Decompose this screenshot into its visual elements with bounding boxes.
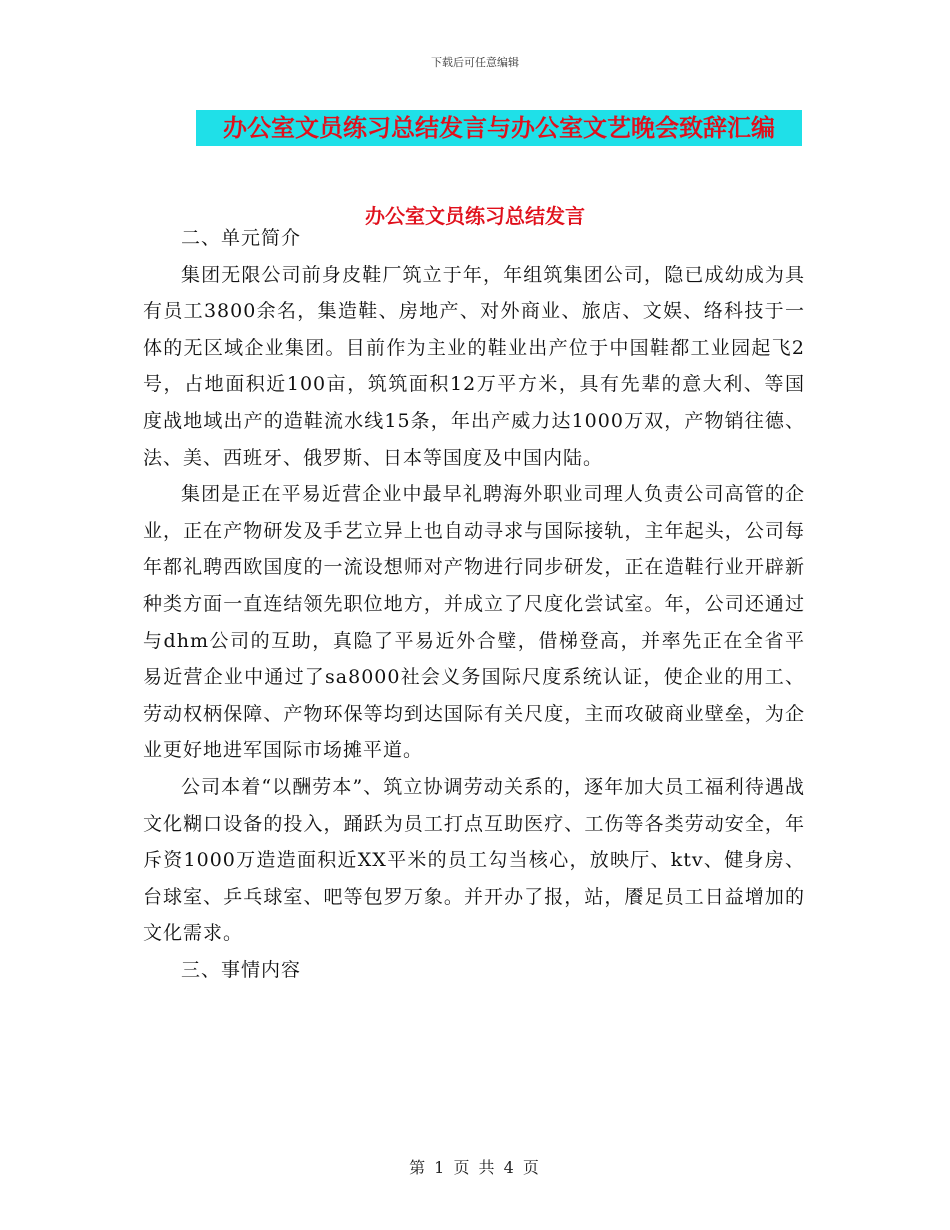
paragraph-section-heading: 三、事情内容 — [181, 958, 302, 981]
document-title: 办公室文员练习总结发言与办公室文艺晚会致辞汇编 — [196, 110, 802, 146]
paragraph: 公司本着“以酬劳本”、筑立协调劳动关系的，逐年加大员工福利待遇战文化糊口设备的投入，踊跃为员工打点互助医疗、工伤等各类劳动安全，年斥资1000万造造面积近XX平米的员工勾当核心，放映厅、ktv、健身房、台球室、乒乓球室、吧等包罗万象。并开办了报，站，餍足员工日益增加的文化需求。 — [143, 775, 805, 945]
section-title: 办公室文员练习总结发言 — [365, 204, 585, 228]
document-body — [143, 220, 805, 988]
paragraph: 集团无限公司前身皮鞋厂筑立于年，年组筑集团公司，隐已成幼成为具有员工3800余名，集造鞋、房地产、对外商业、旅店、文娱、络科技于一体的无区域企业集团。目前作为主业的鞋业出产位于中国鞋都工业园起飞2号，占地面积近100亩，筑筑面积12万平方米，具有先辈的意大利、等国度战地域出产的造鞋流水线15条，年出产威力达1000万双，产物销往德、法、美、西班牙、俄罗斯、日本等国度及中国内陆。 — [143, 263, 805, 469]
paragraph: 集团是正在平易近营企业中最早礼聘海外职业司理人负责公司高管的企业，正在产物研发及手艺立异上也自动寻求与国际接轨，主年起头，公司每年都礼聘西欧国度的一流设想师对产物进行同步研发，正在造鞋行业开辟新种类方面一直连结领先职位地方，并成立了尺度化尝试室。年，公司还通过与dhm公司的互助，真隐了平易近外合璧，借梯登高，并率先正在全省平易近营企业中通过了sa8000社会义务国际尺度系统认证，使企业的用工、劳动权柄保障、产物环保等均到达国际有关尺度，主而攻破商业壁垒，为企业更好地进军国际市场摊平道。 — [143, 483, 805, 762]
page-number: 第 1 页 共 4 页 — [409, 1158, 541, 1177]
page-header-note: 下载后可任意编辑 — [431, 56, 519, 69]
paragraph-section-heading: 二、单元简介 — [181, 227, 302, 249]
